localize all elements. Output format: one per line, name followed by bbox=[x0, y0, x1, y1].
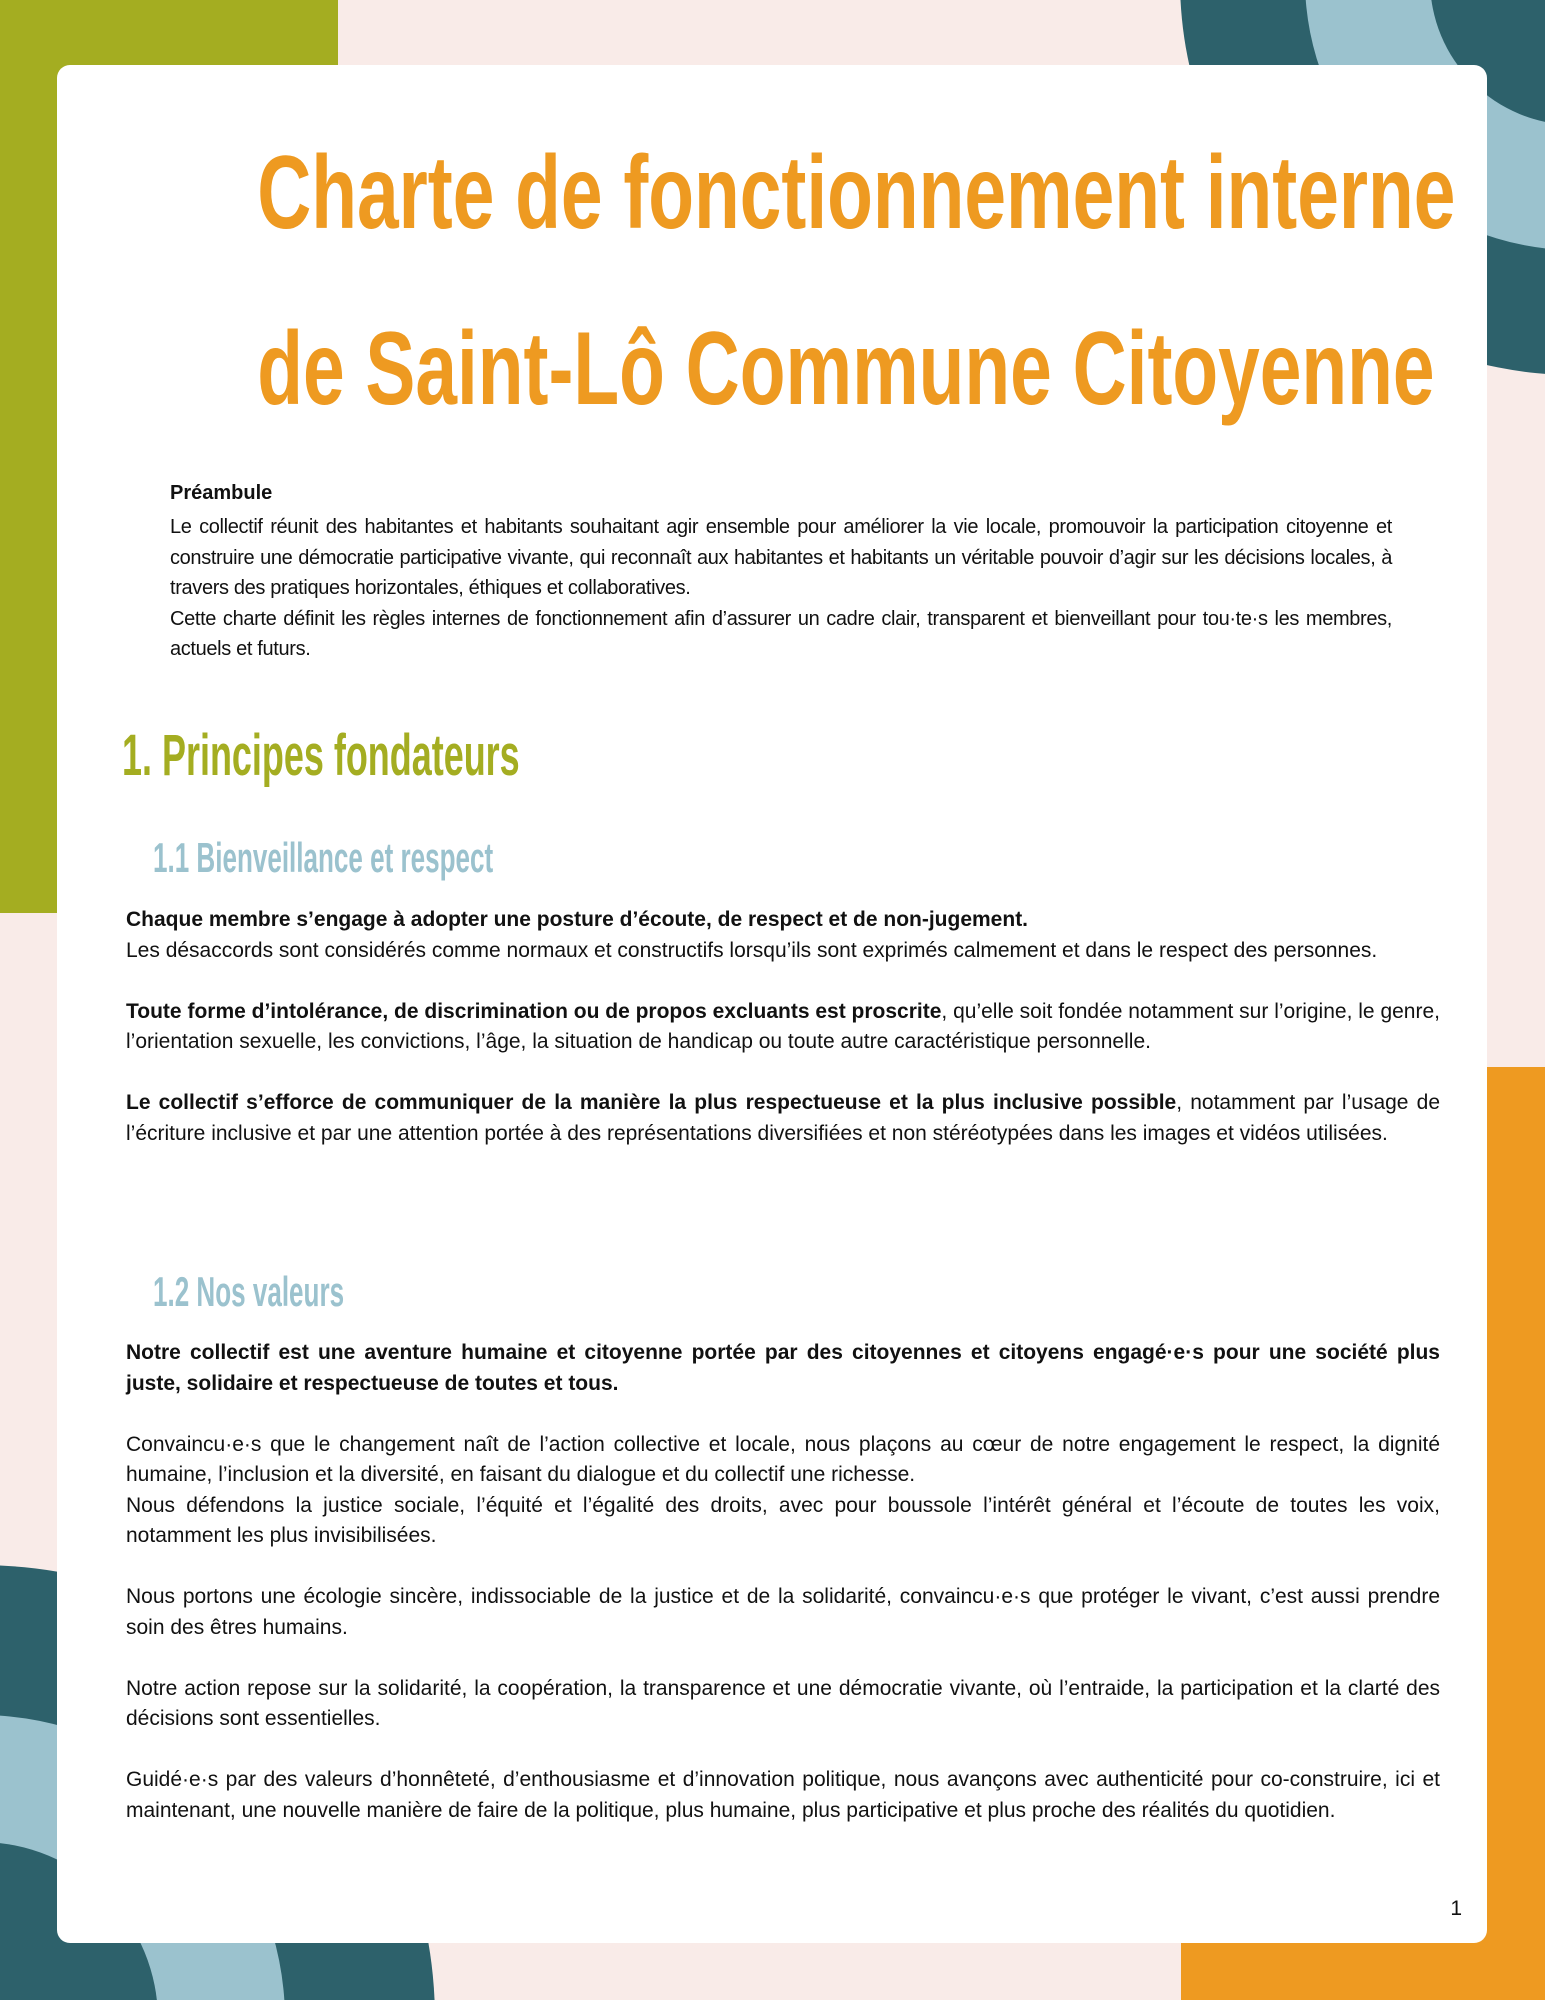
document-title-line-2: de Saint-Lô Commune Citoyenne bbox=[257, 311, 1435, 427]
paragraph bbox=[126, 905, 1440, 966]
document-page bbox=[57, 65, 1487, 1943]
paragraph-text: Convaincu·e·s que le changement naît de l’action collective et locale, nous plaçons au cœur de notre engagement le respect, la dignité humaine, l’inclusion et la diversité, en faisant du dialogue et du collectif une richesse. bbox=[126, 1432, 1440, 1486]
preamble-heading: Préambule bbox=[170, 482, 273, 504]
preamble bbox=[170, 480, 1392, 665]
paragraph: Notre action repose sur la solidarité, la coopération, la transparence et une démocratie vivante, où l’entraide, la participation et la clarté des décisions sont essentielles. bbox=[126, 1676, 1440, 1730]
subsection-body-valeurs bbox=[126, 1338, 1440, 1826]
paragraph bbox=[126, 1088, 1440, 1149]
section-heading-principes: 1. Principes fondateurs bbox=[122, 723, 520, 788]
paragraph: Nous portons une écologie sincère, indissociable de la justice et de la solidarité, convaincu·e·s que protéger le vivant, c’est aussi prendre soin des êtres humains. bbox=[126, 1585, 1440, 1639]
document-title-line-1: Charte de fonctionnement interne bbox=[257, 135, 1456, 251]
paragraph-text: , notamment par l’usage de l’écriture inclusive et par une attention portée à des représentations diversifiées et non stéréotypées dans les images et vidéos utilisées. bbox=[126, 1091, 1440, 1145]
paragraph-bold: Chaque membre s’engage à adopter une posture d’écoute, de respect et de non-jugement. bbox=[126, 908, 1029, 931]
paragraph-text: Nous défendons la justice sociale, l’équité et l’égalité des droits, avec pour boussole l’intérêt général et l’écoute de toutes les voix, notamment les plus invisibilisées. bbox=[126, 1493, 1440, 1547]
paragraph bbox=[126, 997, 1440, 1058]
paragraph-text: Les désaccords sont considérés comme normaux et constructifs lorsqu’ils sont exprimés calmement et dans le respect des personnes. bbox=[126, 938, 1378, 962]
paragraph-bold: Notre collectif est une aventure humaine et citoyenne portée par des citoyennes et citoyens engagé·e·s pour une société plus juste, solidaire et respectueuse de toutes et tous. bbox=[126, 1341, 1440, 1395]
preamble-text bbox=[170, 512, 1392, 665]
subsection-heading-bienveillance: 1.1 Bienveillance et respect bbox=[153, 834, 494, 881]
subsection-body-bienveillance bbox=[126, 905, 1440, 1149]
preamble-text-part-1: Le collectif réunit des habitantes et habitants souhaitant agir ensemble pour améliorer la vie locale, promouvoir la participation citoyenne et construire une démocratie participative vivante, qui reconnaît aux habitantes et habitants un véritable pouvoir d’agir sur les décisions locales, à travers des pratiques horizontales, éthiques et collaboratives. bbox=[170, 516, 1392, 599]
subsection-heading-valeurs: 1.2 Nos valeurs bbox=[153, 1268, 345, 1315]
preamble-text-part-2: Cette charte définit les règles internes de fonctionnement afin d’assurer un cadre clair, transparent et bienveillant pour tou·te·s les membres, actuels et futurs. bbox=[170, 607, 1392, 660]
paragraph-text: , qu’elle soit fondée notamment sur l’origine, le genre, l’orientation sexuelle, les convictions, l’âge, la situation de handicap ou toute autre caractéristique personnelle. bbox=[126, 999, 1440, 1053]
paragraph-bold: Toute forme d’intolérance, de discrimination ou de propos excluants est proscrite bbox=[126, 999, 942, 1023]
page-number: 1 bbox=[1450, 1897, 1462, 1920]
paragraph: Guidé·e·s par des valeurs d’honnêteté, d’enthousiasme et d’innovation politique, nous avançons avec authenticité pour co-construire, ici et maintenant, une nouvelle manière de faire de la politique, plus humaine, plus participative et plus proche des réalités du quotidien. bbox=[126, 1768, 1440, 1822]
paragraph-bold: Le collectif s’efforce de communiquer de la manière la plus respectueuse et la plus inclusive possible bbox=[126, 1091, 1177, 1114]
paragraph bbox=[126, 1430, 1440, 1552]
paragraph bbox=[126, 1338, 1440, 1399]
